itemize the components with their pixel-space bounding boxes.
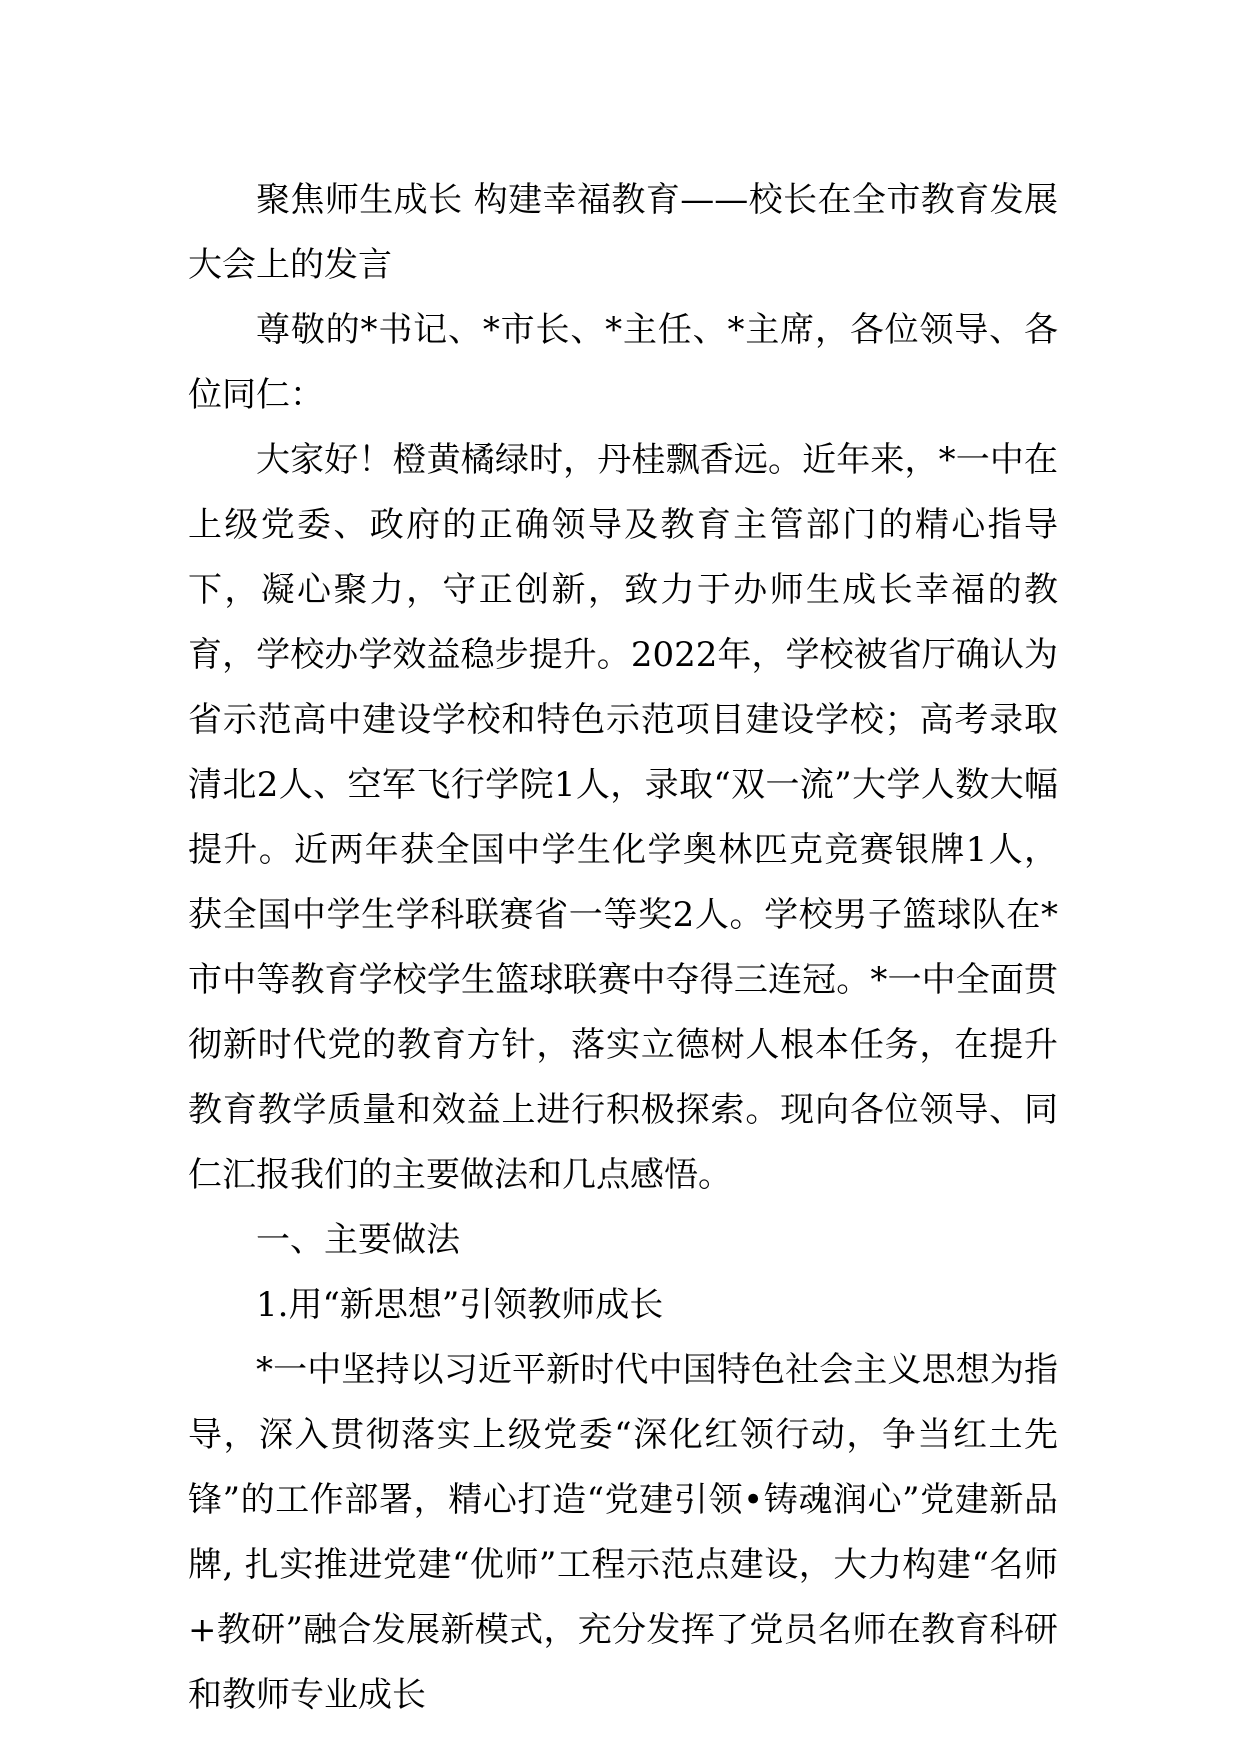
body-paragraph: *一中坚持以习近平新时代中国特色社会主义思想为指导，深入贯彻落实上级党委“深化红领行动，争当红土先锋”的工作部署，精心打造“党建引领•铸魂润心”党建新品牌, 扎实推进党建“优师”工程示范点建设，大力构建“名师+教研”融合发展新模式，充分发挥了党员名师在教育科研和教师专业成长 [188,1350,1058,1715]
salutation: 尊敬的*书记、*市长、*主任、*主席，各位领导、各位同仁： [188,310,1058,415]
subsection-heading: 1.用“新思想”引领教师成长 [256,1285,664,1325]
document-page [188,168,1058,1728]
section-heading: 一、主要做法 [256,1220,460,1260]
document-title: 聚焦师生成长 构建幸福教育——校长在全市教育发展大会上的发言 [188,180,1058,285]
intro-paragraph: 大家好！橙黄橘绿时，丹桂飘香远。近年来，*一中在上级党委、政府的正确领导及教育主管部门的精心指导下，凝心聚力，守正创新，致力于办师生成长幸福的教育，学校办学效益稳步提升。2022年，学校被省厅确认为省示范高中建设学校和特色示范项目建设学校；高考录取清北2人、空军飞行学院1人，录取“双一流”大学人数大幅提升。近两年获全国中学生化学奥林匹克竞赛银牌1人，获全国中学生学科联赛省一等奖2人。学校男子篮球队在*市中等教育学校学生篮球联赛中夺得三连冠。*一中全面贯彻新时代党的教育方针，落实立德树人根本任务，在提升教育教学质量和效益上进行积极探索。现向各位领导、同仁汇报我们的主要做法和几点感悟。 [188,440,1058,1195]
